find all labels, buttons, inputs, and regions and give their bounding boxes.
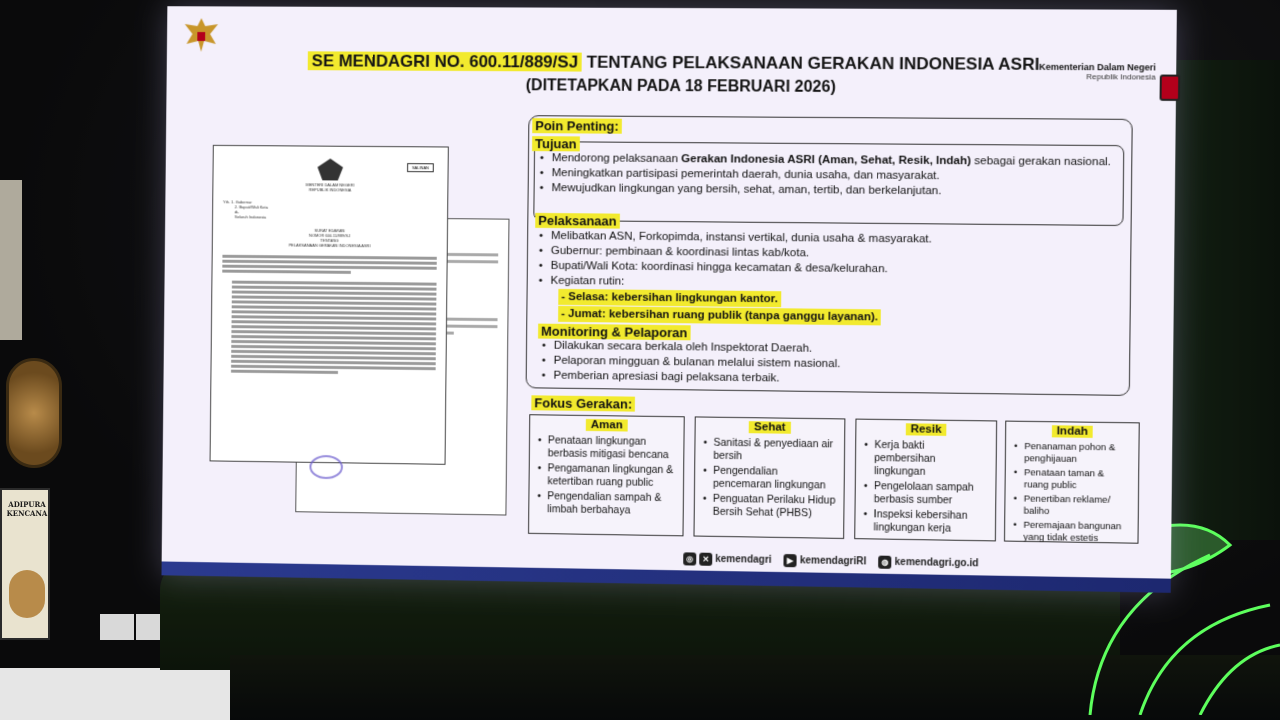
poin-penting-heading: Poin Penting:	[532, 117, 622, 136]
fokus-box-resik	[854, 419, 997, 542]
list-item: • Melibatkan ASN, Forkopimda, instansi vertikal, dunia usaha & masyarakat.	[537, 229, 1121, 249]
fokus-title: Indah	[1006, 425, 1139, 439]
website-link: ◍ kemendagri.go.id	[878, 556, 978, 571]
instagram-icon: ◎	[683, 552, 696, 565]
adipura-badge-icon	[9, 570, 45, 618]
pelaksanaan-heading: Pelaksanaan	[535, 212, 620, 231]
kegiatan-rutin-list	[558, 289, 980, 328]
fokus-box-sehat	[693, 416, 845, 539]
document-number: NOMOR 600.11/889/SJ	[308, 232, 351, 239]
x-icon: ✕	[699, 553, 712, 566]
youtube-icon: ▶	[784, 554, 797, 567]
youtube-handle: ▶ kemendagriRI	[784, 554, 867, 568]
garuda-emblem-icon	[181, 14, 222, 56]
document-garuda-icon	[317, 158, 343, 180]
list-item: • Pengamanan lingkungan & ketertiban ruang public	[547, 462, 675, 490]
text-line	[222, 270, 350, 274]
fokus-heading: Fokus Gerakan:	[531, 394, 635, 413]
text-line	[231, 370, 338, 374]
list-item: • Meningkatkan partisipasi pemerintah daerah, dunia usaha, dan masyarakat.	[538, 166, 1122, 185]
tujuan-list	[538, 151, 1123, 201]
list-item: • Penataan lingkungan berbasis mitigasi bencana	[548, 434, 676, 462]
fokus-list	[695, 432, 845, 520]
document-recipient: Yth. 1. Gubernur	[222, 199, 252, 205]
fokus-list	[855, 435, 996, 537]
list-item: • Sanitasi & penyediaan air bersih	[713, 437, 836, 465]
list-item: • Mendorong pelaksanaan Gerakan Indonesia ASRI (Aman, Sehat, Resik, Indah) sebagai gerakan nasional.	[538, 151, 1122, 170]
fokus-title: Sehat	[696, 420, 845, 434]
slide-subtitle: (DITETAPKAN PADA 18 FEBRUARI 2026)	[525, 77, 836, 96]
stage-ledge	[0, 668, 230, 720]
fokus-box-aman	[528, 414, 685, 536]
list-item: • Inspeksi kebersihan lingkungan kerja	[873, 508, 987, 536]
document-subject: PELAKSANAAN GERAKAN INDONESIA ASRI	[288, 242, 371, 249]
list-item: • Pengelolaan sampah berbasis sumber	[874, 480, 988, 508]
list-item: • Penanaman pohon & penghijauan	[1024, 441, 1130, 467]
title-highlight: SE MENDAGRI NO. 600.11/889/SJ	[308, 51, 582, 71]
monitoring-heading: Monitoring & Pelaporan	[538, 323, 690, 343]
podium-card	[100, 614, 134, 640]
list-item: • Penataan taman & ruang public	[1024, 467, 1130, 493]
fokus-title: Aman	[530, 418, 684, 432]
document-recipient: 2. Bupati/Wali Kota	[234, 204, 268, 210]
list-item: - Selasa: kebersihan lingkungan kantor.	[558, 289, 781, 307]
list-item: - Jumat: kebersihan ruang publik (tanpa ganggu layanan).	[558, 306, 881, 326]
document-seal-icon	[309, 455, 343, 479]
adipura-banner	[0, 488, 50, 640]
list-item: • Penertiban reklame/ baliho	[1024, 493, 1130, 519]
globe-icon: ◍	[878, 556, 891, 569]
document-recipient: Seluruh Indonesia	[234, 214, 267, 220]
social-media-row	[683, 552, 985, 570]
fokus-title: Resik	[856, 423, 996, 437]
ministry-name: Kementerian Dalam Negeri	[1038, 61, 1156, 73]
list-item: • Mewujudkan lingkungan yang bersih, sehat, aman, tertib, dan berkelanjutan.	[538, 181, 1122, 201]
fokus-list	[1005, 437, 1139, 546]
list-item: • Kerja bakti pembersihan lingkungan	[874, 439, 988, 480]
list-item: • Gubernur: pembinaan & koordinasi lintas kab/kota.	[537, 244, 1121, 265]
surat-edaran-document	[210, 145, 449, 465]
social-handle: ◎ ✕ kemendagri	[683, 552, 771, 567]
list-item: • Dilakukan secara berkala oleh Inspektorat Daerah.	[540, 339, 1124, 361]
list-item: • Kegiatan rutin:	[537, 274, 1121, 295]
list-item: • Penguatan Perilaku Hidup Bersih Sehat (PHBS)	[713, 493, 836, 521]
adipura-banner-title: ADIPURA KENCANA	[6, 500, 48, 518]
tujuan-heading: Tujuan	[532, 135, 580, 153]
left-pillar	[0, 180, 22, 340]
list-item: • Bupati/Wali Kota: koordinasi hingga kecamatan & desa/kelurahan.	[537, 259, 1121, 280]
slide-title	[274, 51, 1074, 75]
document-recipient: di-	[234, 209, 240, 215]
document-header: MENTERI DALAM NEGERI	[305, 182, 355, 188]
ministry-subtitle: Republik Indonesia	[1086, 72, 1156, 82]
document-stamp: SALINAN	[407, 163, 434, 172]
document-header-sub: REPUBLIK INDONESIA	[308, 187, 352, 193]
title-rest: TENTANG PELAKSANAAN GERAKAN INDONESIA ASRI	[581, 52, 1040, 74]
fokus-list	[529, 430, 683, 518]
document-tentang: TENTANG	[320, 237, 339, 243]
list-item: • Pengendalian sampah & limbah berbahaya	[547, 490, 675, 518]
monitoring-list	[540, 339, 1125, 391]
list-item: • Pelaporan mingguan & bulanan melalui sistem nasional.	[540, 354, 1124, 376]
fokus-box-indah	[1004, 421, 1140, 544]
kemendagri-logo-icon	[1160, 75, 1181, 101]
award-medallion	[6, 358, 62, 468]
list-item: • Pengendalian pencemaran lingkungan	[713, 465, 836, 493]
document-kind: SURAT EDARAN	[314, 227, 345, 234]
list-item: • Pemberian apresiasi bagi pelaksana terbaik.	[540, 368, 1124, 390]
pelaksanaan-list	[537, 229, 1122, 295]
list-item: • Peremajaan bangunan yang tidak estetis	[1023, 520, 1129, 546]
projected-slide	[161, 6, 1176, 593]
